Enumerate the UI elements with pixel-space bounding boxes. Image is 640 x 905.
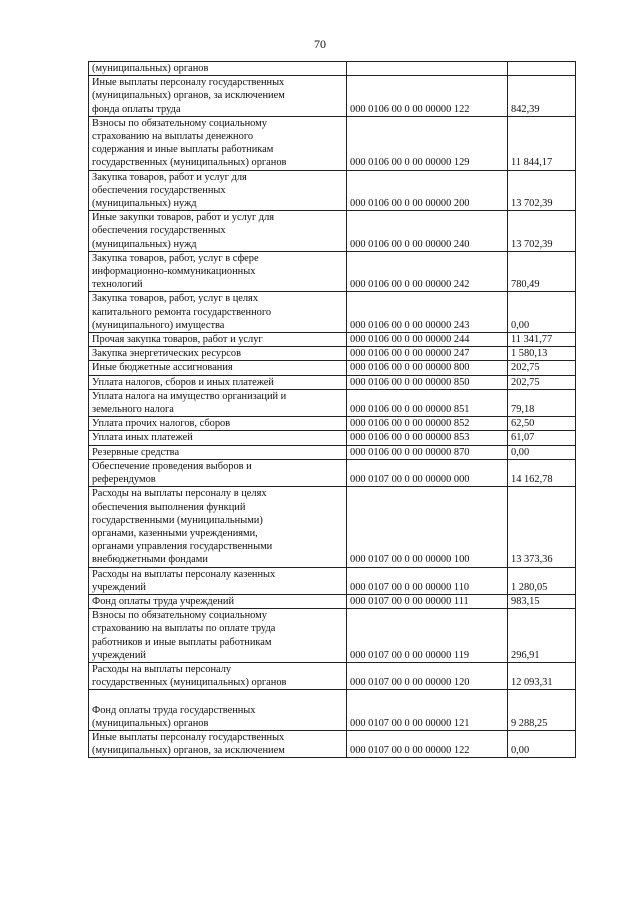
table-row [89, 662, 576, 689]
row-sum-cell: 79,18 [508, 389, 576, 416]
row-sum-cell: 14 162,78 [508, 459, 576, 486]
row-name-cell: Закупка товаров, работ и услуг для обеспечения государственных (муниципальных) нужд [89, 170, 347, 211]
row-code-cell: 000 0107 00 0 00 00000 122 [347, 730, 508, 757]
row-code-cell: 000 0107 00 0 00 00000 100 [347, 487, 508, 567]
table-row [89, 62, 576, 76]
table-row [89, 347, 576, 361]
row-sum-cell: 983,15 [508, 594, 576, 608]
row-sum-cell: 13 702,39 [508, 170, 576, 211]
row-code-cell: 000 0106 00 0 00 00000 243 [347, 292, 508, 333]
row-name-cell: Расходы на выплаты персоналу государственных (муниципальных) органов [89, 662, 347, 689]
row-code-cell: 000 0107 00 0 00 00000 000 [347, 459, 508, 486]
budget-table [88, 61, 576, 758]
table-row [89, 417, 576, 431]
row-code-cell [347, 62, 508, 76]
row-code-cell: 000 0107 00 0 00 00000 121 [347, 690, 508, 731]
table-row [89, 487, 576, 567]
row-code-cell: 000 0106 00 0 00 00000 244 [347, 333, 508, 347]
row-code-cell: 000 0106 00 0 00 00000 200 [347, 170, 508, 211]
row-name-cell: Прочая закупка товаров, работ и услуг [89, 333, 347, 347]
row-sum-cell: 11 341,77 [508, 333, 576, 347]
row-name-cell: Закупка товаров, работ, услуг в целях капитального ремонта государственного (муниципального) имущества [89, 292, 347, 333]
row-code-cell: 000 0106 00 0 00 00000 800 [347, 361, 508, 375]
row-name-cell: Иные бюджетные ассигнования [89, 361, 347, 375]
row-name-cell: Фонд оплаты труда государственных (муниципальных) органов [89, 690, 347, 731]
table-row [89, 459, 576, 486]
table-row [89, 170, 576, 211]
row-code-cell: 000 0106 00 0 00 00000 852 [347, 417, 508, 431]
row-sum-cell: 9 288,25 [508, 690, 576, 731]
row-sum-cell: 202,75 [508, 361, 576, 375]
table-body [89, 62, 576, 758]
row-sum-cell: 842,39 [508, 76, 576, 117]
table-row [89, 594, 576, 608]
row-name-cell: Закупка товаров, работ, услуг в сфере информационно-коммуникационных технологий [89, 251, 347, 292]
row-name-cell: Расходы на выплаты персоналу казенных учреждений [89, 567, 347, 594]
row-sum-cell: 0,00 [508, 292, 576, 333]
row-sum-cell: 202,75 [508, 375, 576, 389]
table-row [89, 389, 576, 416]
row-name-cell: Взносы по обязательному социальному страхованию на выплаты денежного содержания и иные выплаты работникам государственных (муниципальных) органов [89, 116, 347, 170]
row-name-cell: (муниципальных) органов [89, 62, 347, 76]
row-sum-cell [508, 62, 576, 76]
table-row [89, 361, 576, 375]
row-name-cell: Взносы по обязательному социальному страхованию на выплаты по оплате труда работников и иные выплаты работникам учреждений [89, 609, 347, 663]
row-sum-cell: 13 702,39 [508, 211, 576, 252]
table-row [89, 251, 576, 292]
row-code-cell: 000 0107 00 0 00 00000 120 [347, 662, 508, 689]
row-code-cell: 000 0106 00 0 00 00000 247 [347, 347, 508, 361]
row-sum-cell: 1 280,05 [508, 567, 576, 594]
table-row [89, 333, 576, 347]
table-row [89, 76, 576, 117]
row-sum-cell: 1 580,13 [508, 347, 576, 361]
table-row [89, 292, 576, 333]
row-sum-cell: 12 093,31 [508, 662, 576, 689]
row-code-cell: 000 0106 00 0 00 00000 242 [347, 251, 508, 292]
row-name-cell: Уплата прочих налогов, сборов [89, 417, 347, 431]
table-row [89, 375, 576, 389]
page-number: 70 [314, 37, 326, 51]
row-code-cell: 000 0106 00 0 00 00000 851 [347, 389, 508, 416]
row-code-cell: 000 0106 00 0 00 00000 129 [347, 116, 508, 170]
row-name-cell: Резервные средства [89, 445, 347, 459]
row-sum-cell: 780,49 [508, 251, 576, 292]
table-row [89, 690, 576, 731]
table-row [89, 609, 576, 663]
table-row [89, 445, 576, 459]
row-code-cell: 000 0107 00 0 00 00000 111 [347, 594, 508, 608]
row-code-cell: 000 0106 00 0 00 00000 122 [347, 76, 508, 117]
table-row [89, 116, 576, 170]
row-name-cell: Уплата иных платежей [89, 431, 347, 445]
row-sum-cell: 0,00 [508, 730, 576, 757]
row-name-cell: Обеспечение проведения выборов и референдумов [89, 459, 347, 486]
row-code-cell: 000 0106 00 0 00 00000 870 [347, 445, 508, 459]
row-name-cell: Закупка энергетических ресурсов [89, 347, 347, 361]
row-sum-cell: 13 373,36 [508, 487, 576, 567]
row-sum-cell: 11 844,17 [508, 116, 576, 170]
row-name-cell: Уплата налога на имущество организаций и земельного налога [89, 389, 347, 416]
row-code-cell: 000 0107 00 0 00 00000 119 [347, 609, 508, 663]
row-name-cell: Фонд оплаты труда учреждений [89, 594, 347, 608]
row-sum-cell: 62,50 [508, 417, 576, 431]
table-row [89, 431, 576, 445]
row-name-cell: Иные выплаты персоналу государственных (муниципальных) органов, за исключением [89, 730, 347, 757]
table-row [89, 567, 576, 594]
row-code-cell: 000 0107 00 0 00 00000 110 [347, 567, 508, 594]
row-code-cell: 000 0106 00 0 00 00000 853 [347, 431, 508, 445]
row-name-cell: Иные закупки товаров, работ и услуг для обеспечения государственных (муниципальных) нужд [89, 211, 347, 252]
row-code-cell: 000 0106 00 0 00 00000 240 [347, 211, 508, 252]
row-sum-cell: 296,91 [508, 609, 576, 663]
table-row [89, 211, 576, 252]
row-name-cell: Уплата налогов, сборов и иных платежей [89, 375, 347, 389]
row-name-cell: Иные выплаты персоналу государственных (муниципальных) органов, за исключением фонда оплаты труда [89, 76, 347, 117]
row-sum-cell: 61,07 [508, 431, 576, 445]
row-code-cell: 000 0106 00 0 00 00000 850 [347, 375, 508, 389]
table-row [89, 730, 576, 757]
row-name-cell: Расходы на выплаты персоналу в целях обеспечения выполнения функций государственными (муниципальными) органами, казенными учреждениями, органами управления государственными внебюджетными фондами [89, 487, 347, 567]
row-sum-cell: 0,00 [508, 445, 576, 459]
